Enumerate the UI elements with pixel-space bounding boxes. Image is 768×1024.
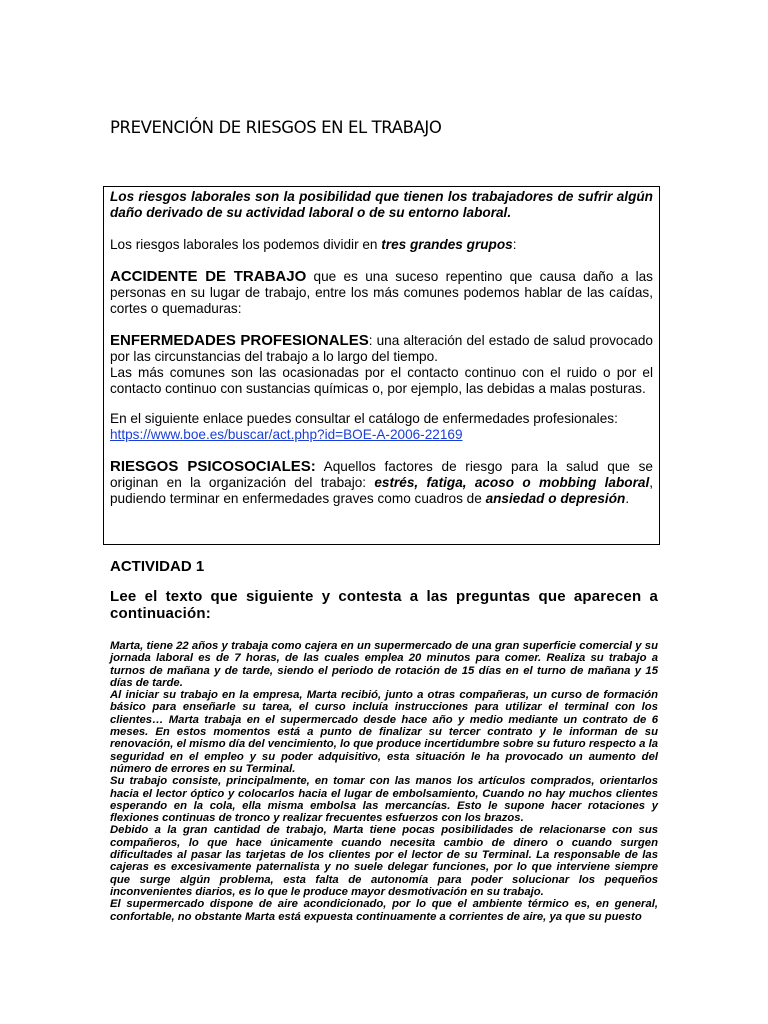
- case-paragraph: El supermercado dispone de aire acondicionado, por lo que el ambiente térmico es, en general, confortable, no obstante Marta está expuesta continuamente a corrientes de aire, ya que su puesto: [110, 898, 658, 923]
- psicosociales-paragraph: [110, 459, 653, 507]
- groups-suffix: :: [512, 237, 517, 252]
- activity-title: ACTIVIDAD 1: [110, 558, 205, 575]
- psicosociales-end: .: [625, 491, 630, 506]
- psicosociales-term: RIESGOS PSICOSOCIALES:: [110, 458, 316, 475]
- enfermedades-more: Las más comunes son las ocasionadas por el contacto continuo con el ruido o por el contacto continuo con sustancias químicas o, por ejemplo, las debidas a malas posturas.: [110, 365, 653, 396]
- enfermedades-text: : una alteración del estado de salud provocado por las circunstancias del trabajo a lo largo del tiempo.: [110, 333, 653, 364]
- case-paragraph: Marta, tiene 22 años y trabaja como cajera en un supermercado de una gran superficie comercial y su jornada laboral es de 7 horas, de las cuales emplea 20 minutos para comer. Realiza su trabajo a turnos de mañana y de tarde, siendo el periodo de rotación de 15 días en el turno de mañana y 15 días de tarde.: [110, 640, 658, 689]
- activity-instruction: Lee el texto que siguiente y contesta a las preguntas que aparecen a continuación:: [110, 588, 658, 622]
- case-study-text: [110, 640, 658, 923]
- enfermedades-term: ENFERMEDADES PROFESIONALES: [110, 332, 369, 349]
- case-paragraph: Al iniciar su trabajo en la empresa, Marta recibió, junto a otras compañeras, un curso de formación básico para enseñarle su tarea, el curso incluía instrucciones para utilizar el terminal con los clientes… Marta trabaja en el supermercado desde hace año y medio mediante un contrato de 6 meses. En estos momentos está a punto de finalizar su tercer contrato y le informan de su renovación, el mismo día del vencimiento, lo que produce incertidumbre sobre su futuro respecto a la seguridad en el empleo y su poder adquisitivo, esta situación le ha provocado un aumento del número de errores en su Terminal.: [110, 689, 658, 775]
- page-title: PREVENCIÓN DE RIESGOS EN EL TRABAJO: [110, 118, 442, 137]
- psicosociales-text-1: Aquellos factores de riesgo para la salud que se originan en la organización del trabajo:: [110, 459, 653, 490]
- risks-summary-box: [103, 186, 660, 545]
- accidente-paragraph: [110, 269, 653, 317]
- psicosociales-text-2: , pudiendo terminar en enfermedades graves como cuadros de: [110, 475, 654, 506]
- psicosociales-emphasis-2: ansiedad o depresión: [485, 491, 626, 506]
- intro-paragraph: Los riesgos laborales son la posibilidad que tienen los trabajadores de sufrir algún daño derivado de su actividad laboral o de su entorno laboral.: [110, 189, 653, 220]
- psicosociales-emphasis-1: estrés, fatiga, acoso o mobbing laboral: [374, 475, 650, 490]
- boe-link[interactable]: https://www.boe.es/buscar/act.php?id=BOE-A-2006-22169: [110, 427, 463, 442]
- case-paragraph: Su trabajo consiste, principalmente, en tomar con las manos los artículos comprados, orientarlos hacia el lector óptico y colocarlos hacia el lugar de embolsamiento, Cuando no hay muchos clientes esperando en la cola, ella misma embolsa las mercancías. Esto le supone hacer rotaciones y flexiones continuas de tronco y realizar frecuentes esfuerzos con los brazos.: [110, 775, 658, 825]
- groups-prefix: Los riesgos laborales los podemos dividir en: [110, 237, 382, 252]
- case-paragraph: Debido a la gran cantidad de trabajo, Marta tiene pocas posibilidades de relacionarse con sus compañeros, lo que hace únicamente cuando necesita cambio de dinero o cuando surgen dificultades al pasar las tarjetas de los clientes por el lector de su Terminal. La responsable de las cajeras es excesivamente paternalista y no suele delegar funciones, por lo que interviene siempre que surge algún problema, esta falta de autonomía para poder solucionar los pequeños inconvenientes diarios, es lo que le produce mayor desmotivación en su trabajo.: [110, 824, 658, 898]
- groups-paragraph: [110, 237, 653, 253]
- enfermedades-paragraph: [110, 333, 653, 365]
- accidente-text: que es una suceso repentino que causa daño a las personas en su lugar de trabajo, entre los más comunes podemos hablar de las caídas, cortes o quemaduras:: [110, 269, 653, 316]
- link-intro: En el siguiente enlace puedes consultar el catálogo de enfermedades profesionales:: [110, 411, 618, 426]
- link-line: [110, 427, 653, 443]
- accidente-term: ACCIDENTE DE TRABAJO: [110, 268, 307, 285]
- groups-emphasis: tres grandes grupos: [381, 237, 513, 252]
